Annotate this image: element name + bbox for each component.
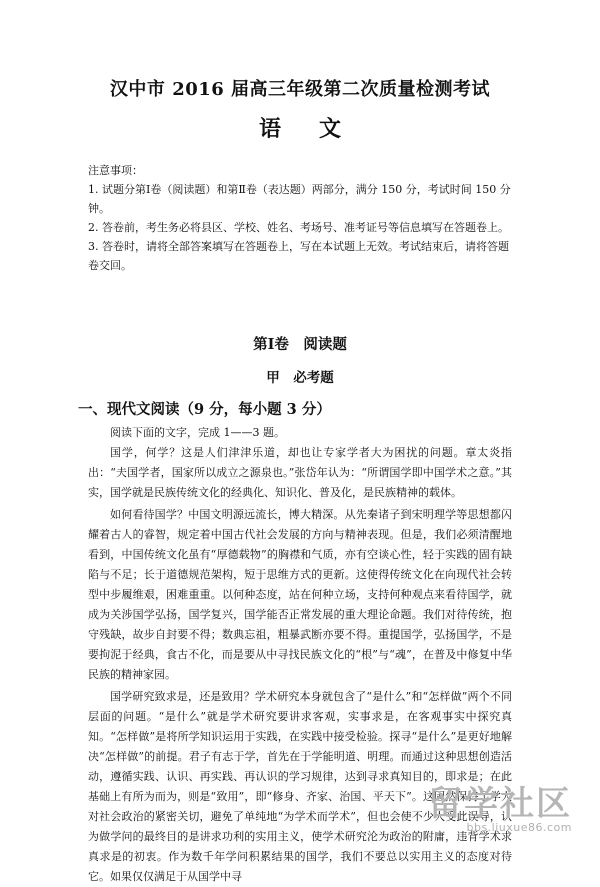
- exam-title: 汉中市 2016 届高三年级第二次质量检测考试: [109, 79, 491, 100]
- notes-heading: 注意事项：: [88, 164, 143, 177]
- exam-notes: [88, 161, 512, 275]
- note-item-2: 2. 答卷前，考生务必将县区、学校、姓名、考场号、准考证号等信息填写在答题卷上。: [88, 221, 509, 234]
- note-item-1: 1. 试题分第Ⅰ卷（阅读题）和第Ⅱ卷（表达题）两部分，满分 150 分，考试时间 150 分钟。: [88, 183, 511, 215]
- paragraph-3: 国学研究致求是，还是致用？学术研究本身就包含了“是什么”和“怎样做”两个不同层面的问题。“是什么”就是学术研究要讲求客观，实事求是，在客观事实中探究真知。“怎样做”是将所学知识运用于实践，在实践中接受检验。探寻“是什么”是更好地解决“怎样做”的前提。君子有志于学，首先在于学能明道、明理。而通过这种思想创造活动，遵循实践、认识、再实践、再认识的学习规律，达到寻求真知目的，即求是；在此基础上有所为而为，则是“致用”，即“修身、齐家、治国、平天下”。这固然保持了学人对社会政治的紧密关切，避免了单纯地“为学术而学术”，但也会使不少人受此误导，认为做学问的最终目的是讲求功利的实用主义，使学术研究沦为政治的附庸，违背学术求真求是的初衷。作为数千年学问积累结果的国学，我们不要总以实用主义的态度对待它。如果仅仅满足于从国学中寻: [88, 690, 512, 883]
- note-item-3: 3. 答卷时，请将全部答案填写在答题卷上，写在本试题上无效。考试结束后，请将答题卷交回。: [88, 240, 509, 272]
- exam-page: [78, 78, 512, 887]
- section-title: 一、现代文阅读（9 分，每小题 3 分）: [78, 401, 331, 418]
- watermark: [428, 784, 572, 834]
- watermark-logo: 留学社区: [428, 784, 572, 824]
- section-instruction: 阅读下面的文字，完成 1——3 题。: [110, 426, 285, 439]
- subject-title: 语文: [258, 116, 379, 142]
- paragraph-2: 如何看待国学？中国文明源远流长，博大精深。从先秦诸子到宋明理学等思想都闪耀着古人的睿智，规定着中国古代社会发展的方向与精神表现。但是，我们必须清醒地看到，中国传统文化虽有“厚德载物”的胸襟和气质，亦有空谈心性，轻于实践的固有缺陷与不足；长于道德规范架构，短于思维方式的更新。这使得传统文化在向现代社会转型中步履维艰，困难重重。以何种态度，站在何种立场，支持何种观点来看待国学，就成为关涉国学弘扬，国学复兴，国学能否正常发展的重大理论命题。我们对待传统，抱守残缺，故步自封要不得；数典忘祖，粗暴武断亦要不得。重提国学，弘扬国学，不是要拘泥于经典，食古不化，而是要从中寻找民族文化的“根”与“魂”，在普及中修复中华民族的精神家园。: [88, 508, 512, 681]
- part-title: 第Ⅰ卷 阅读题: [253, 336, 347, 353]
- part-subtitle: 甲 必考题: [266, 370, 334, 386]
- paragraph-1: 国学，何学？这是人们津津乐道，却也让专家学者大为困扰的问题。章太炎指出：“夫国学者，国家所以成立之源泉也。”张岱年认为：“所谓国学即中国学术之意。”其实，国学就是民族传统文化的经典化、知识化、普及化，是民族精神的载体。: [88, 446, 512, 499]
- watermark-url: bbs.liuxue86.com: [466, 821, 572, 834]
